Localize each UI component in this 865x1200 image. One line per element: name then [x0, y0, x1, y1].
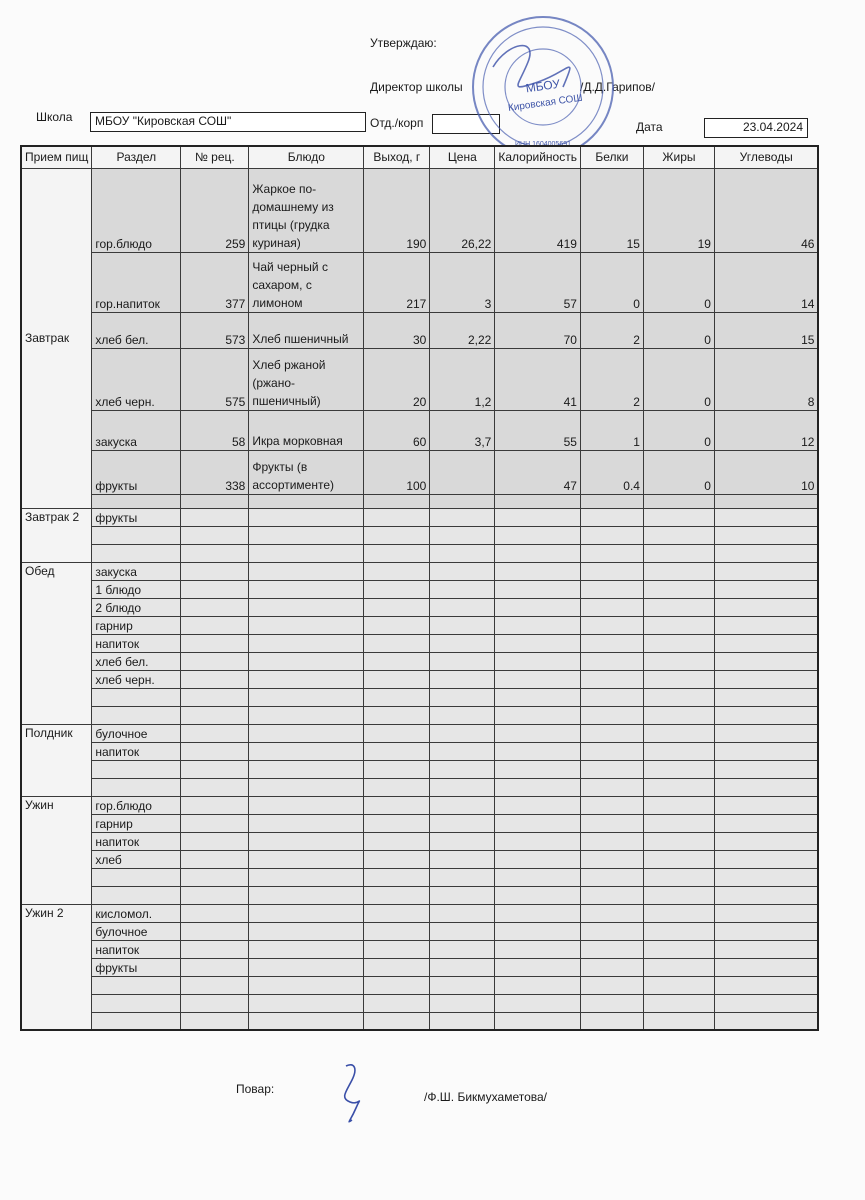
carbs-cell: 15 — [714, 312, 818, 348]
approve-label: Утверждаю: — [370, 36, 437, 50]
table-row — [21, 796, 818, 814]
calories-cell: 57 — [495, 252, 581, 312]
table-row — [21, 904, 818, 922]
protein-cell: 2 — [580, 312, 643, 348]
table-row — [21, 940, 818, 958]
fat-cell: 0 — [643, 410, 714, 450]
col-meal: Прием пищ — [21, 146, 92, 168]
meal-label: Обед — [21, 562, 92, 724]
price-cell: 3,7 — [430, 410, 495, 450]
section-cell: фрукты — [92, 508, 181, 526]
section-cell: фрукты — [92, 958, 181, 976]
section-cell: 1 блюдо — [92, 580, 181, 598]
fat-cell: 0 — [643, 252, 714, 312]
section-cell: фрукты — [92, 450, 181, 494]
calories-cell: 70 — [495, 312, 581, 348]
table-row — [21, 886, 818, 904]
section-cell: напиток — [92, 634, 181, 652]
table-row — [21, 958, 818, 976]
col-output: Выход, г — [364, 146, 430, 168]
section-cell: напиток — [92, 940, 181, 958]
table-row — [21, 976, 818, 994]
section-cell: хлеб бел. — [92, 312, 181, 348]
col-calories: Калорийность — [495, 146, 581, 168]
carbs-cell: 12 — [714, 410, 818, 450]
section-cell: гор.блюдо — [92, 168, 181, 252]
table-header-row — [21, 146, 818, 168]
carbs-cell: 10 — [714, 450, 818, 494]
section-cell: булочное — [92, 922, 181, 940]
table-row — [21, 450, 818, 494]
price-cell: 2,22 — [430, 312, 495, 348]
section-cell: 2 блюдо — [92, 598, 181, 616]
price-cell — [430, 450, 495, 494]
protein-cell: 2 — [580, 348, 643, 410]
cook-label: Повар: — [236, 1082, 275, 1096]
price-cell: 1,2 — [430, 348, 495, 410]
table-row — [21, 580, 818, 598]
stamp-center-top: МБОУ — [524, 76, 561, 96]
recipe-cell: 573 — [181, 312, 249, 348]
dish-cell: Жаркое по-домашнему из птицы (грудка куриная) — [249, 168, 364, 252]
school-label: Школа — [36, 110, 73, 124]
protein-cell: 1 — [580, 410, 643, 450]
section-cell: кисломол. — [92, 904, 181, 922]
table-row — [21, 652, 818, 670]
carbs-cell: 46 — [714, 168, 818, 252]
recipe-cell: 259 — [181, 168, 249, 252]
section-cell: булочное — [92, 724, 181, 742]
table-row — [21, 850, 818, 868]
table-row — [21, 688, 818, 706]
table-row — [21, 312, 818, 348]
table-row — [21, 994, 818, 1012]
col-section: Раздел — [92, 146, 181, 168]
section-cell: хлеб бел. — [92, 652, 181, 670]
meal-label: Завтрак — [21, 168, 92, 508]
date-label: Дата — [636, 120, 663, 134]
table-row — [21, 494, 818, 508]
col-fat: Жиры — [643, 146, 714, 168]
section-cell: закуска — [92, 410, 181, 450]
section-cell: гор.напиток — [92, 252, 181, 312]
director-label: Директор школы — [370, 80, 463, 94]
price-cell: 26,22 — [430, 168, 495, 252]
fat-cell: 0 — [643, 348, 714, 410]
school-stamp-icon — [468, 12, 618, 162]
protein-cell: 15 — [580, 168, 643, 252]
dish-cell: Хлеб пшеничный — [249, 312, 364, 348]
table-row — [21, 598, 818, 616]
output-cell: 190 — [364, 168, 430, 252]
table-row — [21, 742, 818, 760]
menu-table — [20, 145, 819, 1031]
meal-label: Ужин 2 — [21, 904, 92, 1030]
col-recipe: № рец. — [181, 146, 249, 168]
recipe-cell: 58 — [181, 410, 249, 450]
table-row — [21, 868, 818, 886]
output-cell: 100 — [364, 450, 430, 494]
output-cell: 20 — [364, 348, 430, 410]
table-row — [21, 562, 818, 580]
fat-cell: 19 — [643, 168, 714, 252]
recipe-cell: 575 — [181, 348, 249, 410]
col-carbs: Углеводы — [714, 146, 818, 168]
fat-cell: 0 — [643, 312, 714, 348]
recipe-cell: 377 — [181, 252, 249, 312]
section-cell: закуска — [92, 562, 181, 580]
dish-cell: Хлеб ржаной (ржано-пшеничный) — [249, 348, 364, 410]
table-row — [21, 616, 818, 634]
fat-cell: 0 — [643, 450, 714, 494]
calories-cell: 419 — [495, 168, 581, 252]
stamp-center-bottom: Кировская СОШ — [507, 92, 584, 115]
section-cell: гор.блюдо — [92, 796, 181, 814]
section-cell: напиток — [92, 832, 181, 850]
calories-cell: 47 — [495, 450, 581, 494]
dept-label: Отд./корп — [370, 116, 424, 130]
calories-cell: 55 — [495, 410, 581, 450]
section-cell: хлеб черн. — [92, 348, 181, 410]
date-field[interactable]: 23.04.2024 — [704, 118, 808, 138]
table-row — [21, 544, 818, 562]
table-row — [21, 832, 818, 850]
col-protein: Белки — [580, 146, 643, 168]
table-row — [21, 252, 818, 312]
meal-label: Полдник — [21, 724, 92, 796]
calories-cell: 41 — [495, 348, 581, 410]
table-row — [21, 670, 818, 688]
recipe-cell: 338 — [181, 450, 249, 494]
table-row — [21, 526, 818, 544]
table-row — [21, 760, 818, 778]
table-row — [21, 1012, 818, 1030]
protein-cell: 0.4 — [580, 450, 643, 494]
output-cell: 30 — [364, 312, 430, 348]
table-row — [21, 814, 818, 832]
table-row — [21, 922, 818, 940]
price-cell: 3 — [430, 252, 495, 312]
section-cell: напиток — [92, 742, 181, 760]
protein-cell: 0 — [580, 252, 643, 312]
output-cell: 217 — [364, 252, 430, 312]
table-row — [21, 410, 818, 450]
table-row — [21, 778, 818, 796]
cook-signature-icon — [326, 1058, 376, 1128]
dish-cell: Чай черный с сахаром, с лимоном — [249, 252, 364, 312]
table-row — [21, 706, 818, 724]
director-name: /Д.Д.Гарипов/ — [580, 80, 656, 94]
table-row — [21, 508, 818, 526]
section-cell: хлеб — [92, 850, 181, 868]
dish-cell: Фрукты (в ассортименте) — [249, 450, 364, 494]
section-cell: гарнир — [92, 814, 181, 832]
meal-label: Ужин — [21, 796, 92, 904]
table-row — [21, 724, 818, 742]
meal-label: Завтрак 2 — [21, 508, 92, 562]
school-field[interactable]: МБОУ "Кировская СОШ" — [90, 112, 366, 132]
col-dish: Блюдо — [249, 146, 364, 168]
cook-name: /Ф.Ш. Бикмухаметова/ — [424, 1090, 548, 1104]
carbs-cell: 14 — [714, 252, 818, 312]
section-cell: гарнир — [92, 616, 181, 634]
table-row — [21, 168, 818, 252]
carbs-cell: 8 — [714, 348, 818, 410]
output-cell: 60 — [364, 410, 430, 450]
table-row — [21, 634, 818, 652]
table-row — [21, 348, 818, 410]
dish-cell: Икра морковная — [249, 410, 364, 450]
section-cell: хлеб черн. — [92, 670, 181, 688]
col-price: Цена — [430, 146, 495, 168]
